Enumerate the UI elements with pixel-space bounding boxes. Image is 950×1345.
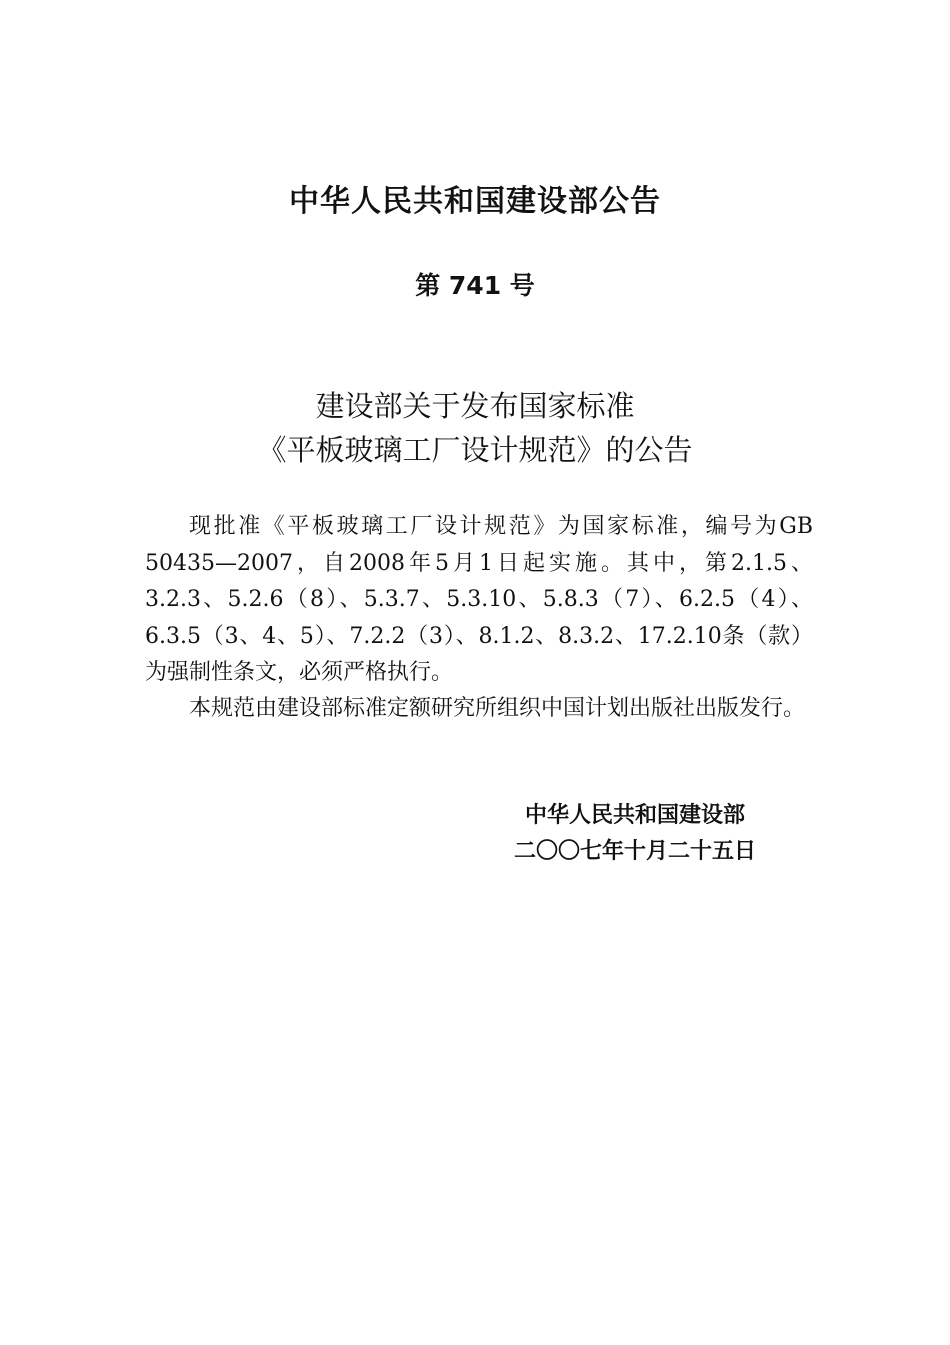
announcement-subtitle-line2: 《平板玻璃工厂设计规范》的公告 — [257, 433, 693, 467]
body-paragraph-approval: 现批准《平板玻璃工厂设计规范》为国家标准，编号为GB 50435—2007，自2008年5月1日起实施。其中，第2.1.5、3.2.3、5.2.6（8）、5.3.7、5.3.10、5.8.3（7）、6.2.5（4）、6.3.5（3、4、5）、7.2.2（3）、8.1.2、8.3.2、17.2.10条（款）为强制性条文，必须严格执行。 — [145, 514, 813, 685]
announcement-title: 中华人民共和国建设部公告 — [289, 184, 661, 219]
announcement-number: 第 741 号 — [415, 271, 535, 300]
body-paragraph-publication: 本规范由建设部标准定额研究所组织中国计划出版社出版发行。 — [189, 696, 806, 721]
announcement-subtitle-line1: 建设部关于发布国家标准 — [315, 389, 635, 423]
issuer-name: 中华人民共和国建设部 — [524, 803, 745, 828]
issue-date: 二〇〇七年十月二十五日 — [513, 839, 756, 864]
